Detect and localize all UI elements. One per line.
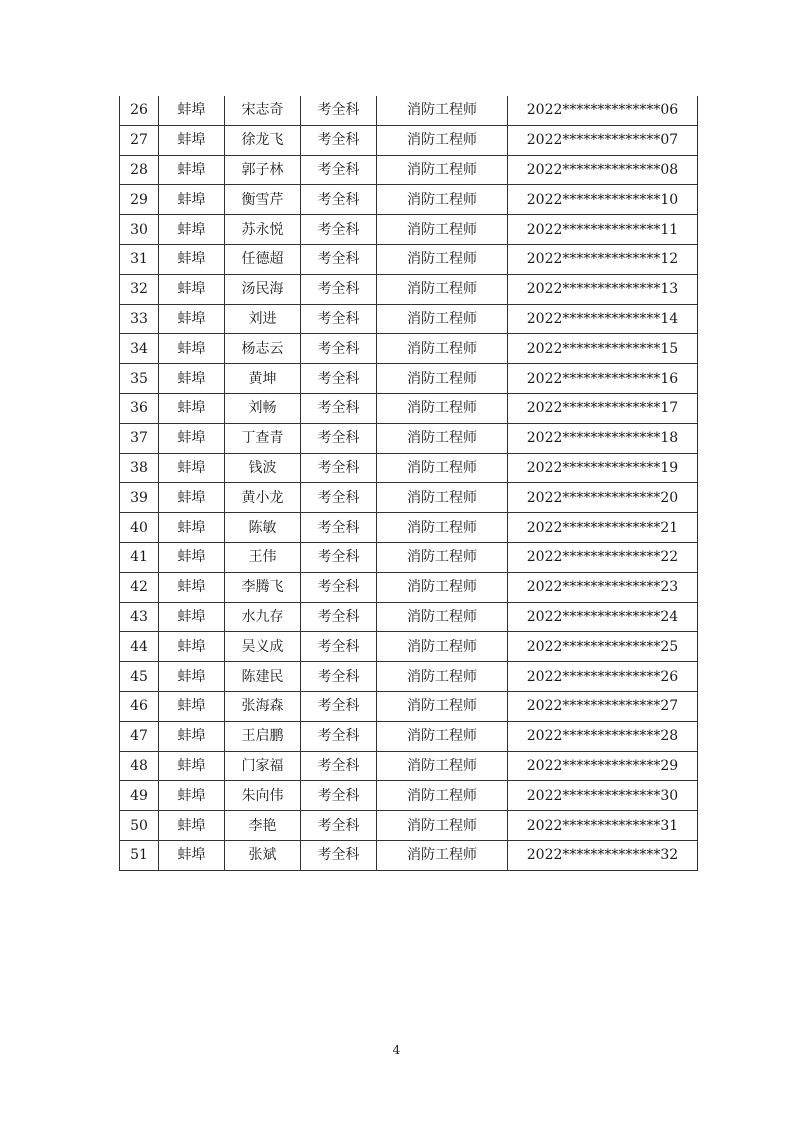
row-number-cell: 41 (120, 542, 159, 572)
exam-subject-cell: 考全科 (301, 423, 377, 453)
city-cell: 蚌埠 (159, 185, 225, 215)
row-number-cell: 31 (120, 244, 159, 274)
table-row (120, 721, 698, 751)
row-number-cell: 42 (120, 572, 159, 602)
city-cell: 蚌埠 (159, 393, 225, 423)
exam-id-cell: 2022**************27 (508, 691, 698, 721)
table-row (120, 185, 698, 215)
city-cell: 蚌埠 (159, 304, 225, 334)
table-row (120, 125, 698, 155)
city-cell: 蚌埠 (159, 364, 225, 394)
row-number-cell: 28 (120, 155, 159, 185)
name-cell: 杨志云 (225, 334, 301, 364)
position-cell: 消防工程师 (377, 572, 508, 602)
exam-subject-cell: 考全科 (301, 542, 377, 572)
name-cell: 吴义成 (225, 632, 301, 662)
position-cell: 消防工程师 (377, 215, 508, 245)
row-number-cell: 34 (120, 334, 159, 364)
city-cell: 蚌埠 (159, 334, 225, 364)
table-row (120, 691, 698, 721)
position-cell: 消防工程师 (377, 185, 508, 215)
position-cell: 消防工程师 (377, 96, 508, 125)
city-cell: 蚌埠 (159, 274, 225, 304)
exam-id-cell: 2022**************21 (508, 513, 698, 543)
name-cell: 张斌 (225, 840, 301, 870)
table-row (120, 483, 698, 513)
city-cell: 蚌埠 (159, 721, 225, 751)
city-cell: 蚌埠 (159, 125, 225, 155)
name-cell: 李腾飞 (225, 572, 301, 602)
row-number-cell: 30 (120, 215, 159, 245)
name-cell: 钱波 (225, 453, 301, 483)
exam-id-cell: 2022**************25 (508, 632, 698, 662)
exam-subject-cell: 考全科 (301, 840, 377, 870)
row-number-cell: 46 (120, 691, 159, 721)
exam-subject-cell: 考全科 (301, 274, 377, 304)
exam-subject-cell: 考全科 (301, 662, 377, 692)
name-cell: 水九存 (225, 602, 301, 632)
table-row (120, 364, 698, 394)
exam-id-cell: 2022**************31 (508, 811, 698, 841)
exam-id-cell: 2022**************10 (508, 185, 698, 215)
row-number-cell: 47 (120, 721, 159, 751)
exam-subject-cell: 考全科 (301, 96, 377, 125)
exam-id-cell: 2022**************11 (508, 215, 698, 245)
exam-subject-cell: 考全科 (301, 244, 377, 274)
table-row (120, 751, 698, 781)
city-cell: 蚌埠 (159, 453, 225, 483)
exam-subject-cell: 考全科 (301, 364, 377, 394)
position-cell: 消防工程师 (377, 155, 508, 185)
exam-subject-cell: 考全科 (301, 781, 377, 811)
position-cell: 消防工程师 (377, 632, 508, 662)
table-row (120, 453, 698, 483)
city-cell: 蚌埠 (159, 751, 225, 781)
city-cell: 蚌埠 (159, 513, 225, 543)
exam-id-cell: 2022**************20 (508, 483, 698, 513)
table-row (120, 840, 698, 870)
position-cell: 消防工程师 (377, 483, 508, 513)
city-cell: 蚌埠 (159, 781, 225, 811)
row-number-cell: 27 (120, 125, 159, 155)
exam-subject-cell: 考全科 (301, 215, 377, 245)
row-number-cell: 39 (120, 483, 159, 513)
position-cell: 消防工程师 (377, 751, 508, 781)
position-cell: 消防工程师 (377, 542, 508, 572)
position-cell: 消防工程师 (377, 453, 508, 483)
position-cell: 消防工程师 (377, 811, 508, 841)
name-cell: 朱向伟 (225, 781, 301, 811)
table-row (120, 96, 698, 125)
name-cell: 徐龙飞 (225, 125, 301, 155)
city-cell: 蚌埠 (159, 691, 225, 721)
exam-id-cell: 2022**************32 (508, 840, 698, 870)
name-cell: 衡雪芹 (225, 185, 301, 215)
table-row (120, 542, 698, 572)
table-row (120, 811, 698, 841)
name-cell: 黄坤 (225, 364, 301, 394)
page-number: 4 (392, 1043, 401, 1057)
row-number-cell: 32 (120, 274, 159, 304)
row-number-cell: 45 (120, 662, 159, 692)
row-number-cell: 49 (120, 781, 159, 811)
exam-subject-cell: 考全科 (301, 602, 377, 632)
exam-subject-cell: 考全科 (301, 125, 377, 155)
position-cell: 消防工程师 (377, 274, 508, 304)
table-row (120, 334, 698, 364)
exam-id-cell: 2022**************07 (508, 125, 698, 155)
exam-subject-cell: 考全科 (301, 453, 377, 483)
row-number-cell: 36 (120, 393, 159, 423)
position-cell: 消防工程师 (377, 334, 508, 364)
exam-id-cell: 2022**************30 (508, 781, 698, 811)
row-number-cell: 29 (120, 185, 159, 215)
exam-id-cell: 2022**************16 (508, 364, 698, 394)
name-cell: 王启鹏 (225, 721, 301, 751)
table-row (120, 662, 698, 692)
exam-id-cell: 2022**************23 (508, 572, 698, 602)
table-row (120, 244, 698, 274)
exam-id-cell: 2022**************13 (508, 274, 698, 304)
table-row (120, 632, 698, 662)
name-cell: 丁查青 (225, 423, 301, 453)
row-number-cell: 38 (120, 453, 159, 483)
table-row (120, 572, 698, 602)
name-cell: 黄小龙 (225, 483, 301, 513)
city-cell: 蚌埠 (159, 483, 225, 513)
candidate-table-body (120, 96, 698, 870)
position-cell: 消防工程师 (377, 423, 508, 453)
name-cell: 李艳 (225, 811, 301, 841)
name-cell: 苏永悦 (225, 215, 301, 245)
exam-id-cell: 2022**************22 (508, 542, 698, 572)
position-cell: 消防工程师 (377, 721, 508, 751)
exam-subject-cell: 考全科 (301, 155, 377, 185)
exam-subject-cell: 考全科 (301, 751, 377, 781)
exam-subject-cell: 考全科 (301, 334, 377, 364)
exam-id-cell: 2022**************19 (508, 453, 698, 483)
city-cell: 蚌埠 (159, 840, 225, 870)
exam-id-cell: 2022**************28 (508, 721, 698, 751)
name-cell: 张海森 (225, 691, 301, 721)
position-cell: 消防工程师 (377, 781, 508, 811)
position-cell: 消防工程师 (377, 244, 508, 274)
exam-subject-cell: 考全科 (301, 304, 377, 334)
exam-id-cell: 2022**************26 (508, 662, 698, 692)
table-row (120, 513, 698, 543)
row-number-cell: 43 (120, 602, 159, 632)
city-cell: 蚌埠 (159, 96, 225, 125)
city-cell: 蚌埠 (159, 244, 225, 274)
position-cell: 消防工程师 (377, 513, 508, 543)
city-cell: 蚌埠 (159, 602, 225, 632)
name-cell: 郭子林 (225, 155, 301, 185)
row-number-cell: 51 (120, 840, 159, 870)
name-cell: 任德超 (225, 244, 301, 274)
exam-subject-cell: 考全科 (301, 632, 377, 662)
exam-subject-cell: 考全科 (301, 572, 377, 602)
city-cell: 蚌埠 (159, 423, 225, 453)
name-cell: 陈建民 (225, 662, 301, 692)
city-cell: 蚌埠 (159, 155, 225, 185)
name-cell: 刘畅 (225, 393, 301, 423)
position-cell: 消防工程师 (377, 364, 508, 394)
position-cell: 消防工程师 (377, 125, 508, 155)
name-cell: 陈敏 (225, 513, 301, 543)
city-cell: 蚌埠 (159, 662, 225, 692)
name-cell: 门家福 (225, 751, 301, 781)
exam-id-cell: 2022**************08 (508, 155, 698, 185)
exam-id-cell: 2022**************29 (508, 751, 698, 781)
position-cell: 消防工程师 (377, 304, 508, 334)
row-number-cell: 33 (120, 304, 159, 334)
row-number-cell: 48 (120, 751, 159, 781)
position-cell: 消防工程师 (377, 393, 508, 423)
row-number-cell: 35 (120, 364, 159, 394)
table-row (120, 304, 698, 334)
name-cell: 宋志奇 (225, 96, 301, 125)
exam-subject-cell: 考全科 (301, 721, 377, 751)
exam-id-cell: 2022**************18 (508, 423, 698, 453)
table-row (120, 781, 698, 811)
exam-subject-cell: 考全科 (301, 393, 377, 423)
city-cell: 蚌埠 (159, 811, 225, 841)
exam-id-cell: 2022**************14 (508, 304, 698, 334)
name-cell: 汤民海 (225, 274, 301, 304)
exam-id-cell: 2022**************17 (508, 393, 698, 423)
row-number-cell: 50 (120, 811, 159, 841)
city-cell: 蚌埠 (159, 215, 225, 245)
row-number-cell: 26 (120, 96, 159, 125)
city-cell: 蚌埠 (159, 572, 225, 602)
name-cell: 刘进 (225, 304, 301, 334)
city-cell: 蚌埠 (159, 542, 225, 572)
exam-id-cell: 2022**************15 (508, 334, 698, 364)
table-row (120, 274, 698, 304)
candidate-table (119, 96, 698, 871)
row-number-cell: 44 (120, 632, 159, 662)
table-row (120, 155, 698, 185)
row-number-cell: 37 (120, 423, 159, 453)
exam-id-cell: 2022**************24 (508, 602, 698, 632)
table-row (120, 423, 698, 453)
exam-subject-cell: 考全科 (301, 483, 377, 513)
table-row (120, 393, 698, 423)
position-cell: 消防工程师 (377, 662, 508, 692)
exam-id-cell: 2022**************06 (508, 96, 698, 125)
table-row (120, 215, 698, 245)
exam-subject-cell: 考全科 (301, 513, 377, 543)
table-row (120, 602, 698, 632)
exam-subject-cell: 考全科 (301, 811, 377, 841)
position-cell: 消防工程师 (377, 691, 508, 721)
city-cell: 蚌埠 (159, 632, 225, 662)
exam-subject-cell: 考全科 (301, 185, 377, 215)
position-cell: 消防工程师 (377, 840, 508, 870)
exam-id-cell: 2022**************12 (508, 244, 698, 274)
row-number-cell: 40 (120, 513, 159, 543)
name-cell: 王伟 (225, 542, 301, 572)
exam-subject-cell: 考全科 (301, 691, 377, 721)
position-cell: 消防工程师 (377, 602, 508, 632)
